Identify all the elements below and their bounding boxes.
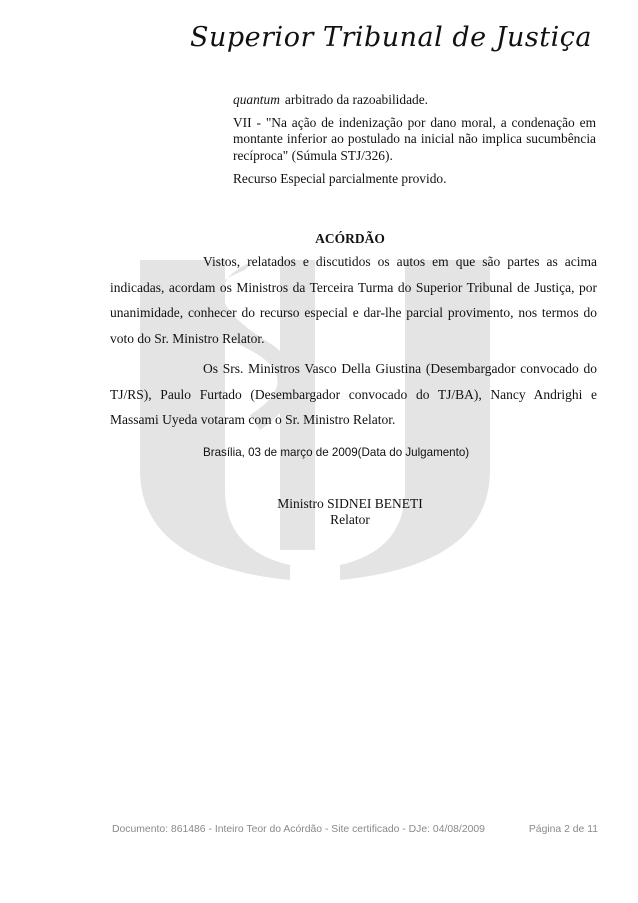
acordao-heading-text: ACÓRDÃO bbox=[315, 231, 385, 246]
ementa-item-vii: VII - "Na ação de indenização por dano moral, a condenação em montante inferior ao postulado na inicial não implica sucumbência recíproca" (Súmula STJ/326). bbox=[233, 114, 596, 163]
ementa-section bbox=[233, 92, 596, 195]
signer-role: Relator bbox=[330, 511, 370, 527]
acordao-paragraph-1-text: Vistos, relatados e discutidos os autos em que são partes as acima indicadas, acordam os Ministros da Terceira Turma do Superior Tribunal de Justiça, por unanimidade, conhecer do recurso especial e dar-lhe parcial provimento, nos termos do voto do Sr. Ministro Relator. bbox=[110, 254, 597, 346]
court-title: Superior Tribunal de Justiça bbox=[190, 22, 592, 53]
ementa-result: Recurso Especial parcialmente provido. bbox=[233, 171, 447, 186]
acordao-paragraph-1 bbox=[110, 249, 597, 351]
judgment-date: Brasília, 03 de março de 2009(Data do Julgamento) bbox=[203, 446, 470, 459]
quantum-term: quantum bbox=[233, 92, 280, 107]
ementa-quantum-line bbox=[233, 92, 596, 109]
page-number: Página 2 de 11 bbox=[528, 824, 598, 835]
quantum-rest: arbitrado da razoabilidade. bbox=[284, 92, 429, 107]
acordao-paragraph-2 bbox=[110, 356, 597, 433]
acordao-paragraph-2-text: Os Srs. Ministros Vasco Della Giustina (Desembargador convocado do TJ/RS), Paulo Furtado (Desembargador convocado do TJ/BA), Nancy Andrighi e Massami Uyeda votaram com o Sr. Ministro Relator. bbox=[110, 361, 597, 428]
acordao-heading bbox=[0, 231, 638, 247]
document-info: Documento: 861486 - Inteiro Teor do Acórdão - Site certificado - DJe: 04/08/2009 bbox=[112, 824, 485, 835]
signature-block bbox=[0, 496, 638, 527]
signer-name: Ministro SIDNEI BENETI bbox=[277, 496, 423, 511]
